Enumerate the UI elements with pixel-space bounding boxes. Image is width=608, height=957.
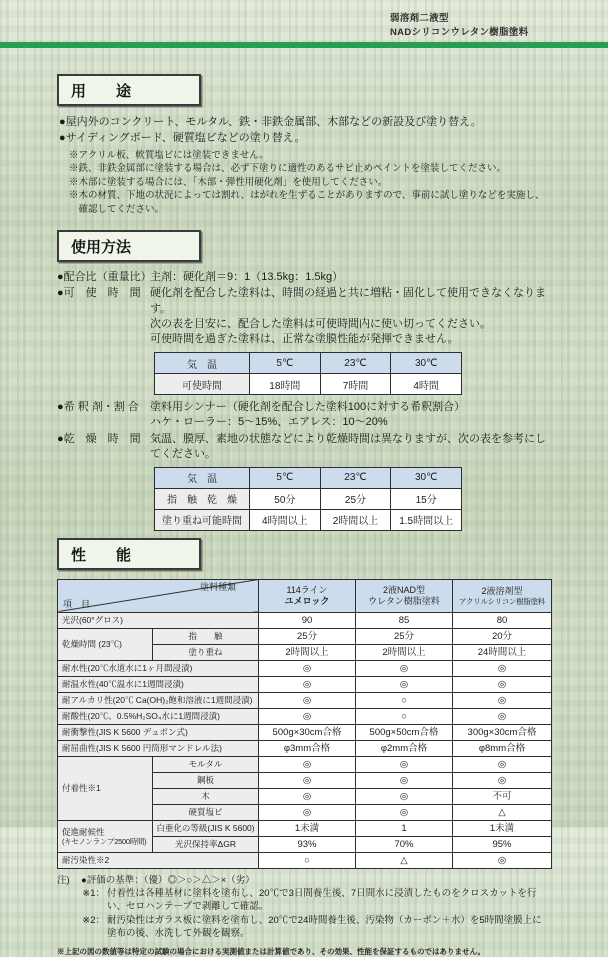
pot-life-text [150, 286, 551, 347]
value-cell: ◎ [259, 708, 356, 724]
pot-life-line: 硬化剤を配合した塗料は、時間の経過と共に増粘・固化して使用できなくなります。 [150, 287, 546, 315]
drying-text: 気温、膜厚、素地の状態などにより乾燥時間は異なりますが、次の表を参考にしてください。 [150, 432, 546, 460]
col-header-line: 2液溶剤型 [481, 585, 523, 596]
section-title-how-to-use [57, 230, 201, 262]
header-cell: 5℃ [250, 353, 321, 374]
value-cell: 70% [356, 836, 453, 852]
value-cell: 15分 [391, 488, 462, 509]
section-title-how-to-use-label: 使用方法 [71, 239, 132, 257]
product-type-header [390, 12, 529, 40]
value-cell: ◎ [356, 676, 453, 692]
value-cell: ◎ [453, 852, 552, 868]
value-cell: φ8mm合格 [453, 740, 552, 756]
table-row [58, 852, 552, 868]
sub-label-chalking: 白亜化の等級(JIS K 5600) [153, 820, 259, 836]
value-cell: ◎ [356, 660, 453, 676]
value-cell: ◎ [453, 756, 552, 772]
col-header-line: ウレタン樹脂塗料 [368, 595, 440, 606]
section-title-performance [57, 538, 201, 570]
mixing-ratio-row [57, 270, 551, 285]
usage-caution: ※アクリル板、軟質塩ビには塗装できません。 [69, 149, 269, 161]
header-cell-temperature: 気 温 [155, 353, 250, 374]
value-cell: 90 [259, 612, 356, 628]
note-criteria-row [57, 874, 551, 887]
value-cell: 2時間以上 [259, 644, 356, 660]
value-cell: 20分 [453, 628, 552, 644]
sub-label-touch: 指 触 [153, 628, 259, 644]
table-row [155, 509, 462, 530]
table-row [155, 467, 462, 488]
header-cell: 5℃ [250, 467, 321, 488]
value-cell: ◎ [453, 676, 552, 692]
value-cell: φ3mm合格 [259, 740, 356, 756]
header-cell: 23℃ [320, 467, 391, 488]
value-cell: ◎ [259, 756, 356, 772]
value-cell: 1未満 [453, 820, 552, 836]
product-type-line2: NADシリコンウレタン樹脂塗料 [390, 26, 529, 38]
value-cell: ◎ [259, 804, 356, 820]
pot-life-label: ●可 使 時 間 [57, 287, 141, 300]
product-type-line1: 弱溶剤二液型 [390, 13, 449, 24]
row-label-drying-time: 乾燥時間 (23℃) [58, 628, 153, 660]
row-label-water-resistance: 耐水性(20℃水道水に1ヶ月間浸漬) [58, 660, 259, 676]
performance-table [57, 579, 552, 869]
value-cell: 93% [259, 836, 356, 852]
note1-row [81, 887, 551, 914]
usage-bullet-list [59, 115, 551, 147]
section-title-usage-label: 用 途 [71, 83, 132, 100]
table-row [58, 660, 552, 676]
row-label-impact-resistance: 耐衝撃性(JIS K 5600 デュポン式) [58, 724, 259, 740]
value-cell: ◎ [356, 756, 453, 772]
value-cell: 85 [356, 612, 453, 628]
column-header-nad-urethane [356, 579, 453, 612]
row-label-cell: 指 触 乾 燥 [155, 488, 250, 509]
note2-text: 耐汚染性はガラス板に塗料を塗布し、20℃で24時間養生後、汚染物（カーボン＋水）を5時間塗膜上に塗布の後、水洗して外観を観察。 [107, 914, 542, 940]
value-cell: ○ [356, 692, 453, 708]
value-cell: ○ [259, 852, 356, 868]
value-cell: ◎ [356, 772, 453, 788]
sub-label-recoat: 塗り重ね [153, 644, 259, 660]
value-cell: ◎ [356, 804, 453, 820]
header-cell: 23℃ [320, 353, 391, 374]
weathering-label-line: 促進耐候性 [62, 826, 105, 837]
note-prefix: 注) [57, 874, 70, 886]
value-cell: 24時間以上 [453, 644, 552, 660]
row-label-cell: 可使時間 [155, 374, 250, 395]
value-cell: △ [356, 852, 453, 868]
value-cell: 2時間以上 [356, 644, 453, 660]
table-row [58, 756, 552, 772]
value-cell: 1.5時間以上 [391, 509, 462, 530]
row-label-bend-resistance: 耐屈曲性(JIS K 5600 円筒形マンドレル法) [58, 740, 259, 756]
sub-label-wood: 木 [153, 788, 259, 804]
header-divider-bar [0, 42, 608, 48]
thinner-line: 塗料用シンナー（硬化剤を配合した塗料100に対する希釈割合） [150, 401, 466, 414]
pot-life-table [154, 352, 462, 395]
value-cell: φ2mm合格 [356, 740, 453, 756]
page-content [57, 72, 551, 957]
value-cell: 1 [356, 820, 453, 836]
row-label-weathering [58, 820, 153, 852]
value-cell: 25分 [320, 488, 391, 509]
value-cell: ◎ [259, 660, 356, 676]
table-row [155, 488, 462, 509]
value-cell: 1未満 [259, 820, 356, 836]
column-header-yumelock [259, 579, 356, 612]
col-header-line: アクリルシリコン樹脂塗料 [459, 596, 545, 606]
sub-label-rigid-pvc: 硬質塩ビ [153, 804, 259, 820]
table-row [58, 676, 552, 692]
usage-caution: ※木の材質、下地の状況によっては割れ、はがれを生ずることがありますので、事前に試し塗りなどを実施し、確認してください。 [69, 190, 545, 215]
sub-label-steel: 鋼板 [153, 772, 259, 788]
corner-cell [58, 579, 259, 612]
value-cell: 500g×50cm合格 [356, 724, 453, 740]
row-label-cell: 塗り重ね可能時間 [155, 509, 250, 530]
thinner-text [150, 400, 551, 430]
sub-label-mortar: モルタル [153, 756, 259, 772]
value-cell: ◎ [453, 692, 552, 708]
table-row [58, 740, 552, 756]
weathering-label-line: (キセノンランプ2500時間) [62, 836, 147, 846]
value-cell: ◎ [259, 676, 356, 692]
col-header-line: 2液NAD型 [382, 584, 425, 595]
usage-caution-list [69, 149, 551, 216]
value-cell: 25分 [259, 628, 356, 644]
note-criteria: ●評価の基準：（優）◎＞○＞△＞×（劣） [81, 874, 255, 886]
drying-label: ●乾 燥 時 間 [57, 432, 141, 445]
mixing-ratio-value: 主剤：硬化剤＝9：1（13.5kg：1.5kg） [150, 271, 344, 284]
row-label-stain-resistance: 耐汚染性※2 [58, 852, 259, 868]
value-cell: ◎ [259, 692, 356, 708]
value-cell: 7時間 [320, 374, 391, 395]
thinner-row [57, 400, 551, 430]
value-cell: 4時間 [391, 374, 462, 395]
value-cell: 不可 [453, 788, 552, 804]
table-row [58, 708, 552, 724]
value-cell: ○ [356, 708, 453, 724]
table-row [58, 579, 552, 612]
usage-caution: ※木部に塗装する場合には、「木部・弾性用硬化剤」を使用してください。 [69, 176, 388, 188]
table-row [58, 820, 552, 836]
table-row [58, 692, 552, 708]
note1-head: ※1： [82, 888, 105, 900]
value-cell: ◎ [259, 788, 356, 804]
table-row [58, 612, 552, 628]
table-row [58, 724, 552, 740]
note1-text: 付着性は各種基材に塗料を塗布し、20℃で3日間養生後、7日間水に浸漬したものをクロスカットを行い、セロハンテープで剥離して確認。 [107, 888, 537, 913]
value-cell: 500g×30cm合格 [259, 724, 356, 740]
value-cell: 300g×30cm合格 [453, 724, 552, 740]
usage-bullet: ●屋内外のコンクリート、モルタル、鉄・非鉄金属部、木部などの新設及び塗り替え。 [59, 116, 482, 128]
value-cell: ◎ [259, 772, 356, 788]
table-row [58, 628, 552, 644]
value-cell: ◎ [453, 708, 552, 724]
pot-life-row [57, 286, 551, 347]
pot-life-line: 次の表を目安に、配合した塗料は可使時間内に使い切ってください。 [150, 317, 491, 330]
row-label-adhesion: 付着性※1 [58, 756, 153, 820]
header-cell: 30℃ [391, 353, 462, 374]
table-row [155, 374, 462, 395]
note2-head: ※2： [82, 914, 105, 926]
value-cell: 80 [453, 612, 552, 628]
col-header-line: ユメロック [284, 595, 330, 606]
row-label-warm-water-resistance: 耐温水性(40℃温水に1週間浸漬) [58, 676, 259, 692]
section-title-performance-label: 性 能 [71, 546, 132, 564]
value-cell: ◎ [356, 788, 453, 804]
row-label-acid-resistance: 耐酸性(20℃、0.5%H₂SO₄水に1週間浸漬) [58, 708, 259, 724]
pot-life-line: 可使時間を過ぎた塗料は、正常な塗膜性能が発揮できません。 [150, 332, 459, 345]
section-title-usage [57, 74, 201, 106]
value-cell: △ [453, 804, 552, 820]
value-cell: ◎ [453, 660, 552, 676]
value-cell: 50分 [250, 488, 321, 509]
row-label-gloss: 光沢(60°グロス) [58, 612, 259, 628]
thinner-line: ハケ・ローラー：5～15%、エアレス：10～20% [150, 416, 388, 429]
value-cell: 25分 [356, 628, 453, 644]
drying-row [57, 432, 551, 462]
disclaimer-note: ※上記の図の数値等は特定の試験の場合における実測値または計算値であり、その効果、性能を保証するものではありません。 [57, 947, 485, 957]
table-row [155, 353, 462, 374]
usage-bullet: ●サイディングボード、硬質塩ビなどの塗り替え。 [59, 131, 306, 144]
performance-notes [57, 874, 551, 940]
sub-label-gloss-retention: 光沢保持率ΔGR [153, 836, 259, 852]
mixing-ratio-label: ●配合比（重量比） [57, 271, 152, 284]
column-header-acryl-silicon [453, 579, 552, 612]
note2-row [81, 914, 551, 941]
corner-label-paint-type: 塗料種類 [199, 581, 236, 592]
corner-label-item: 項 目 [63, 599, 91, 610]
thinner-label: ●希 釈 剤・割 合 [57, 401, 139, 414]
value-cell: 4時間以上 [250, 509, 321, 530]
usage-caution: ※鉄、非鉄金属部に塗装する場合は、必ず下塗りに適性のあるサビ止めペイントを塗装してください。 [69, 163, 507, 175]
drying-table [154, 467, 462, 531]
value-cell: 95% [453, 836, 552, 852]
value-cell: ◎ [453, 772, 552, 788]
col-header-line: 114ライン [286, 584, 328, 595]
header-cell-temperature: 気 温 [155, 467, 250, 488]
row-label-alkali-resistance: 耐アルカリ性(20℃ Ca(OH)₂飽和溶液に1週間浸漬) [58, 692, 259, 708]
value-cell: 18時間 [250, 374, 321, 395]
header-cell: 30℃ [391, 467, 462, 488]
value-cell: 2時間以上 [320, 509, 391, 530]
